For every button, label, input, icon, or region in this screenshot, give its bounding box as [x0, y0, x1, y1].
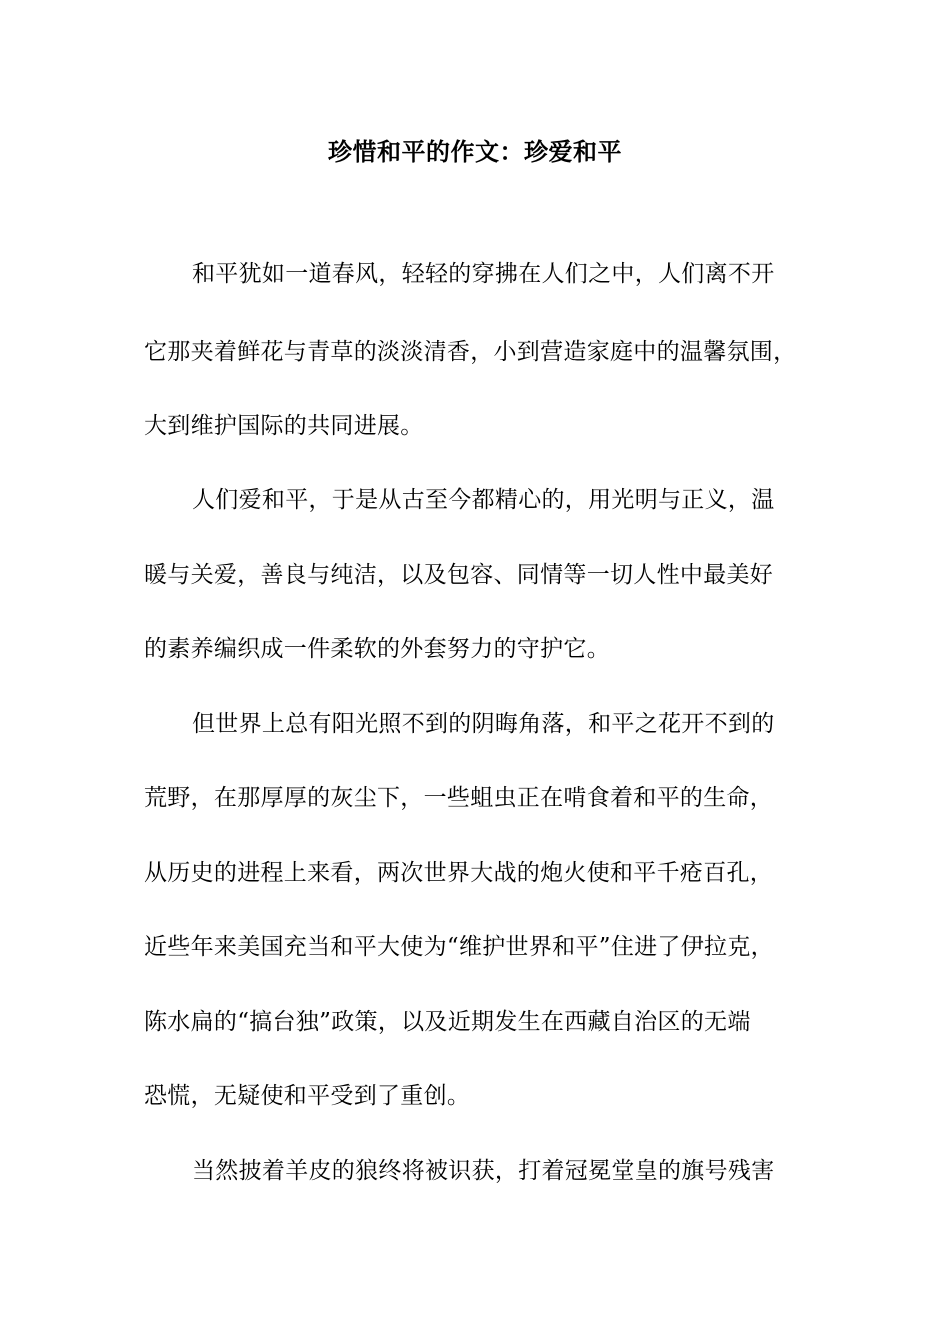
page-title: 珍惜和平的作文：珍爱和平	[328, 137, 622, 166]
paragraph-line: 从历史的进程上来看，两次世界大战的炮火使和平千疮百孔，	[144, 860, 774, 886]
paragraph-line: 近些年来美国充当和平大使为“维护世界和平”住进了伊拉克，	[144, 934, 774, 960]
paragraph-line: 恐慌，无疑使和平受到了重创。	[144, 1083, 471, 1109]
paragraph-line: 当然披着羊皮的狼终将被识获，打着冠冕堂皇的旗号残害	[192, 1158, 775, 1184]
paragraph-line: 但世界上总有阳光照不到的阴晦角落，和平之花开不到的	[192, 711, 775, 737]
paragraph-line: 人们爱和平，于是从古至今都精心的，用光明与正义，温	[192, 487, 775, 513]
paragraph-line: 荒野，在那厚厚的灰尘下，一些蛆虫正在啃食着和平的生命，	[144, 785, 774, 811]
paragraph-line: 大到维护国际的共同进展。	[144, 413, 424, 439]
paragraph-line: 的素养编织成一件柔软的外套努力的守护它。	[144, 636, 610, 662]
paragraph-line: 和平犹如一道春风，轻轻的穿拂在人们之中，人们离不开	[192, 261, 775, 287]
paragraph-line: 暖与关爱，善良与纯洁，以及包容、同情等一切人性中最美好	[144, 562, 774, 588]
paragraph-line: 它那夹着鲜花与青草的淡淡清香，小到营造家庭中的温馨氛围，	[144, 339, 797, 365]
paragraph-line: 陈水扁的“搞台独”政策，以及近期发生在西藏自治区的无端	[144, 1009, 751, 1035]
